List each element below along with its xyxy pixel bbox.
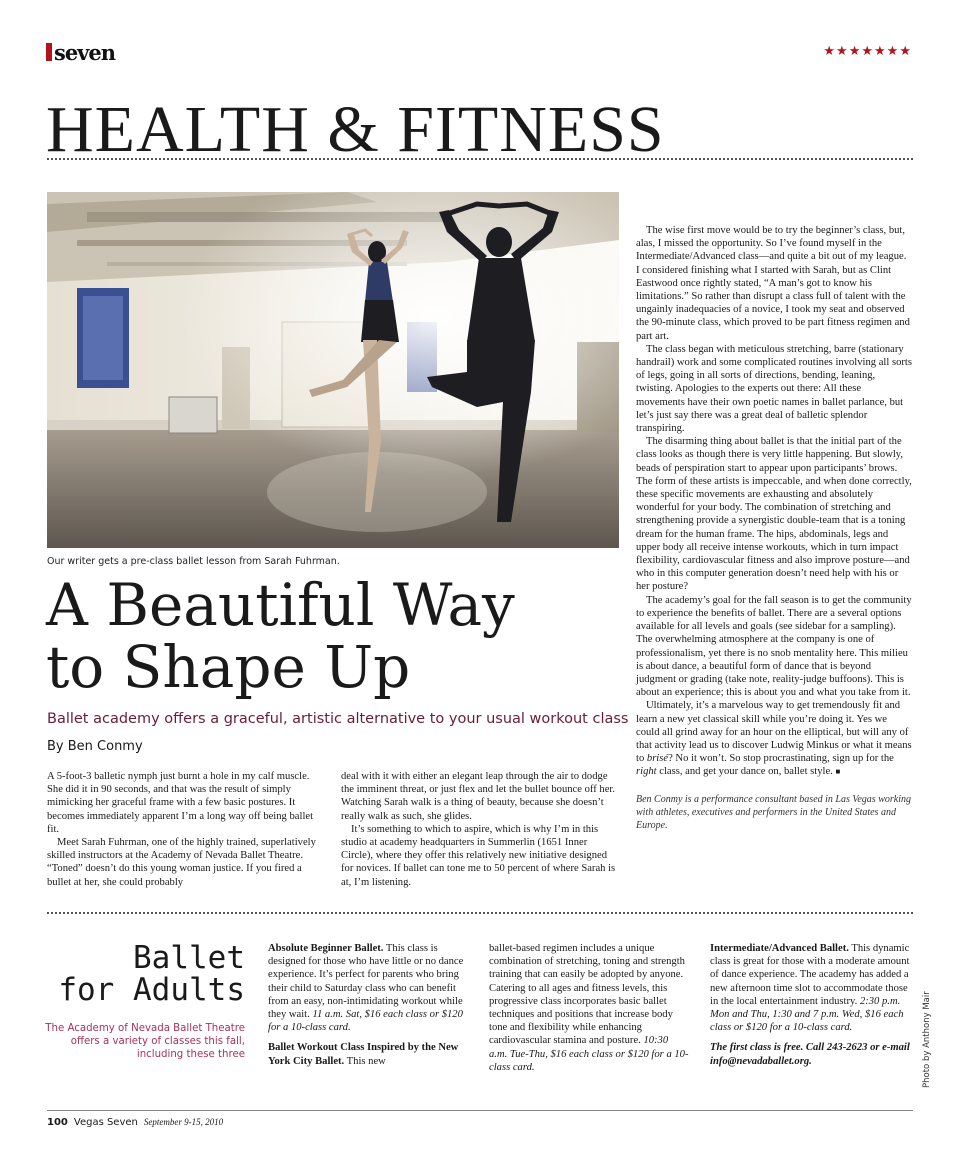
class-description: This class is designed for those who have little or no dance experience. It’s perfect for parents who bring their child to Saturday class who can benefit from an easy, non-intimidating workout while they wait.: [268, 943, 464, 1021]
paragraph: The class began with meticulous stretching, barre (stationary handrail) work and some complicated routines involving all sorts of legs, going in all sorts of directions, bending, leaning, twisting. Apologies to the experts out there: All these movements have their own poetic names in ballet parlance, but let’s just say there was a great deal of balletic splendor transpiring.: [636, 343, 912, 435]
issue-date: September 9-15, 2010: [143, 1117, 224, 1127]
article-subhead: Ballet academy offers a graceful, artistic alternative to your usual workout class: [47, 711, 629, 727]
article-photo: [47, 192, 619, 548]
body-column-1: [47, 770, 327, 889]
body-column-2: [341, 770, 619, 889]
text-run: Ultimately, it’s a marvelous way to get tremendously fit and learn a new yet classical skill while you’re doing it. Yes we could all grind away for an hour on the elliptical, but will any of that activity lead us to discover Ludwig Minkus or what it means to: [636, 700, 912, 765]
class-schedule: 11 a.m. Sat, $16 each class or $120 for a 10-class card.: [268, 1009, 463, 1034]
sidebar-column-2: [489, 942, 689, 1081]
footer-rule: [47, 1110, 913, 1111]
brand-name: seven: [54, 39, 116, 65]
class-name: Intermediate/Advanced Ballet.: [710, 943, 849, 954]
sidebar-title-line-2: for Adults: [58, 972, 245, 1008]
free-class-text: The first class is free. Call 243-2623 or e-mail info@nevadaballet.org.: [710, 1042, 910, 1067]
article-headline: [46, 571, 515, 701]
page-number: 100: [47, 1117, 68, 1128]
class-schedule: 2:30 p.m. Mon and Thu, 1:30 and 7 p.m. Wed, $16 each class or $120 for a 10-class card.: [710, 995, 904, 1034]
photo-caption: Our writer gets a pre-class ballet lesson from Sarah Fuhrman.: [47, 556, 340, 567]
section-title: HEALTH & FITNESS: [46, 93, 665, 166]
paragraph-final: [636, 699, 912, 778]
body-column-3: [636, 224, 912, 832]
section-divider: [47, 158, 913, 160]
paragraph: deal with it with either an elegant leap through the air to dodge the imminent threat, or just flex and let the bullet bounce off her. Watching Sarah walk is a thing of beauty, because she doesn’t really walk as such, she glides.: [341, 771, 615, 822]
paragraph: The disarming thing about ballet is that the initial part of the class looks as though there is very little happening. But slowly, beads of perspiration start to appear upon participants’ brows. The form of these artists is impeccable, and when done correctly, these specific movements are exhausting and absolutely wonderful for your body. The combination of stretching and strengthening provide a synergistic double-team that is a toning dream for the human frame. The hips, abdominals, legs and upper body all receive intense workouts, which in turn impact flexibility, cardiovascular fitness and also improve posture—and who in this computer generation doesn’t need help with his or her posture?: [636, 436, 912, 593]
class-nycb: [268, 1041, 473, 1067]
class-name: Ballet Workout Class Inspired by the New York City Ballet.: [268, 1042, 459, 1067]
paragraph: The academy’s goal for the fall season is to get the community to experience the benefits of ballet. There are a several options available for all levels and goals (see sidebar for a sampling). The overwhelming atmosphere at the company is one of professionalism, yet there is no snob mentality here. This milieu is about dance, a beautiful form of dance that is beyond judgment or grading (take note, reality-judge buffoons). This is about an experience; this is about you and what you take from it.: [636, 594, 912, 699]
article-byline: By Ben Conmy: [47, 739, 143, 754]
sidebar-title: [58, 942, 245, 1006]
photo-credit: Photo by Anthony Mair: [922, 991, 932, 1088]
free-class-note: [710, 1041, 913, 1067]
class-description: This dynamic class is great for those with a moderate amount of dance experience. The academy has added a new afternoon time slot to accommodate those in the local entertainment industry.: [710, 943, 910, 1007]
brand-logo: [46, 40, 115, 64]
sidebar-intro: The Academy of Nevada Ballet Theatre offers a variety of classes this fall, including these three: [45, 1023, 245, 1060]
sidebar-title-line-1: Ballet: [133, 940, 245, 976]
emphasis: brisé: [646, 753, 669, 765]
class-description: ballet-based regimen includes a unique combination of stretching, toning and strength training that can easily be adopted by anyone. Catering to all ages and fitness levels, this progressive class incorporates basic ballet techniques and positions that increase body tone and flexibility while enhancing cardiovascular stamina and posture.: [489, 943, 685, 1047]
text-run: class, and get your dance on, ballet style.: [656, 766, 833, 778]
class-advanced: [710, 942, 913, 1034]
ballet-studio-photo: [47, 192, 619, 548]
paragraph: Meet Sarah Fuhrman, one of the highly trained, superlatively skilled instructors at the Academy of Nevada Ballet Theatre. “Toned” doesn’t do this young woman justice. If you fired a bullet at her, she could probably: [47, 837, 316, 888]
class-nycb-continued: [489, 942, 689, 1074]
brand-mark: [46, 43, 52, 61]
class-name: Absolute Beginner Ballet.: [268, 943, 384, 954]
class-beginner: [268, 942, 473, 1034]
headline-line-2: to Shape Up: [46, 633, 411, 701]
rating-stars: ★★★★★★★: [823, 44, 912, 59]
sidebar-column-3: [710, 942, 913, 1075]
emphasis: right: [636, 766, 657, 778]
class-description: This new: [344, 1055, 386, 1067]
author-bio: Ben Conmy is a performance consultant based in Las Vegas working with athletes, executives and performers in the United States and Europe.: [636, 793, 911, 831]
sidebar-column-1: [268, 942, 473, 1075]
end-mark: ■: [835, 767, 841, 777]
paragraph: A 5-foot-3 balletic nymph just burnt a hole in my calf muscle. She did it in 90 seconds, and that was the result of simply mimicking her graceful frame with a few basic postures. It becomes immediately apparent I’m a long way off being ballet fit.: [47, 771, 314, 835]
headline-line-1: A Beautiful Way: [46, 571, 515, 639]
text-run: ? No it won’t. So stop procrastinating, sign up for the: [668, 753, 894, 765]
paragraph: It’s something to which to aspire, which is why I’m in this studio at academy headquarters in Summerlin (1651 Inner Circle), where they offer this relatively new initiative designed for novices. If ballet can tone me to 50 percent of where Sarah is at, I’m listening.: [341, 823, 616, 888]
page-footer: [47, 1117, 223, 1128]
sidebar-divider: [47, 912, 913, 914]
paragraph: The wise first move would be to try the beginner’s class, but, alas, I missed the opportunity. So I’ve found myself in the Intermediate/Advanced class—and quite a bit out of my league. I considered finishing what I started with Sarah, but as Clint Eastwood once rightly stated, “A man’s got to know his limitations.” So rather than disrupt a class full of talent with the ungainly inadequacies of a novice, I took my seat and observed the 90-minute class, which proved to be part fitness regimen and part art.: [636, 225, 910, 342]
magazine-name: Vegas Seven: [73, 1117, 138, 1128]
class-schedule: 10:30 a.m. Tue-Thu, $16 each class or $120 for a 10-class card.: [489, 1035, 689, 1073]
